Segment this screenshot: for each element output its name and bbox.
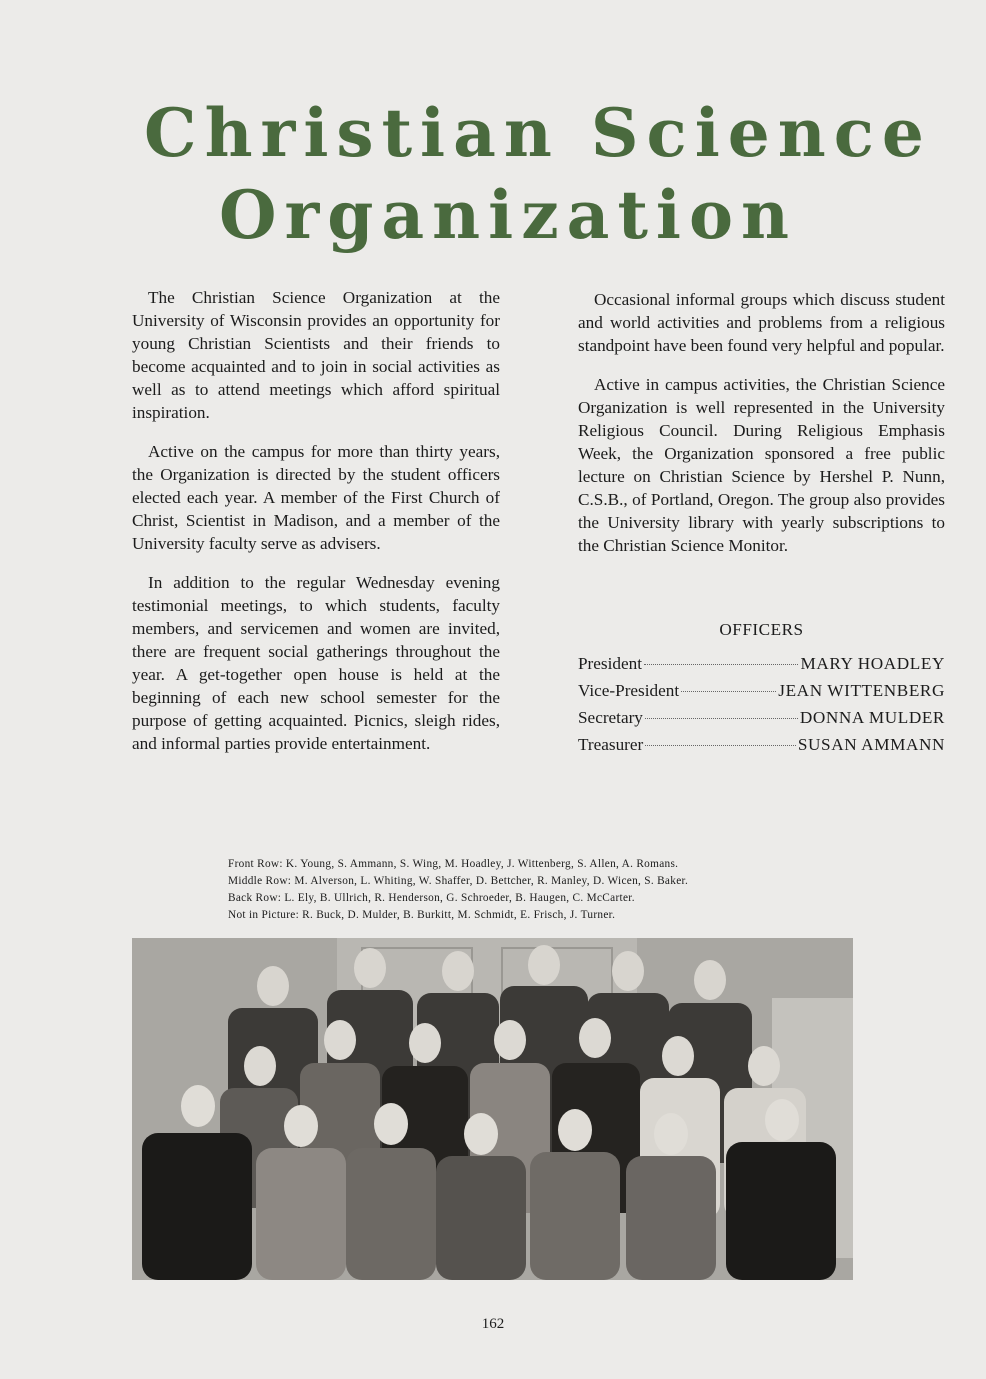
paragraph: Active in campus activities, the Christian Science Organization is well represented in the University Religious Council. During Religious Emphasis Week, the Organization sponsored a free public lecture on Christian Science by Hershel P. Nunn, C.S.B., of Portland, Oregon. The group also provides the University library with yearly subscriptions to the Christian Science Monitor. bbox=[578, 375, 945, 555]
dot-leader bbox=[644, 664, 798, 665]
group-photo bbox=[132, 938, 853, 1280]
officer-row bbox=[578, 654, 945, 681]
dot-leader bbox=[681, 691, 776, 692]
left-column bbox=[132, 286, 500, 771]
title-line-2: Organization bbox=[218, 176, 798, 254]
caption-line: Front Row: K. Young, S. Ammann, S. Wing, M. Hoadley, J. Wittenberg, S. Allen, A. Romans. bbox=[228, 858, 679, 870]
page-title bbox=[0, 92, 986, 256]
title-line-1: Christian Science bbox=[144, 94, 932, 172]
dot-leader bbox=[645, 718, 798, 719]
caption-line: Middle Row: M. Alverson, L. Whiting, W. Shaffer, D. Bettcher, R. Manley, D. Wicen, S. Baker. bbox=[228, 875, 689, 887]
officer-role: Treasurer bbox=[578, 735, 644, 754]
paragraph: Occasional informal groups which discuss student and world activities and problems from a religious standpoint have been found very helpful and popular. bbox=[578, 290, 945, 355]
officers-list bbox=[578, 620, 945, 762]
caption-line: Back Row: L. Ely, B. Ullrich, R. Henderson, G. Schroeder, B. Haugen, C. McCarter. bbox=[228, 892, 635, 904]
officer-role: Vice-President bbox=[578, 681, 680, 700]
officer-name: SUSAN AMMANN bbox=[797, 735, 945, 754]
dot-leader bbox=[645, 745, 796, 746]
photo-caption bbox=[228, 856, 788, 924]
right-column bbox=[578, 288, 945, 573]
officer-role: President bbox=[578, 654, 642, 673]
group-photo-illustration bbox=[132, 938, 853, 1280]
officer-row bbox=[578, 681, 945, 708]
officer-name: DONNA MULDER bbox=[799, 708, 945, 727]
officer-row bbox=[578, 708, 945, 735]
caption-line: Not in Picture: R. Buck, D. Mulder, B. Burkitt, M. Schmidt, E. Frisch, J. Turner. bbox=[228, 909, 616, 921]
paragraph: The Christian Science Organization at the University of Wisconsin provides an opportunity for young Christian Scientists and their friends to become acquainted and to join in social activities as well as to attend meetings which afford spiritual inspiration. bbox=[132, 288, 500, 422]
officer-row bbox=[578, 735, 945, 762]
paragraph: In addition to the regular Wednesday evening testimonial meetings, to which students, faculty members, and servicemen and women are invited, there are frequent social gatherings throughout the year. A get-together open house is held at the beginning of each new school semester for the purpose of getting acquainted. Picnics, sleigh rides, and informal parties provide entertainment. bbox=[132, 573, 500, 753]
page-number: 162 bbox=[481, 1316, 505, 1332]
officer-name: MARY HOADLEY bbox=[800, 654, 945, 673]
officers-heading: OFFICERS bbox=[719, 620, 804, 639]
paragraph: Active on the campus for more than thirty years, the Organization is directed by the student officers elected each year. A member of the First Church of Christ, Scientist in Madison, and a member of the University faculty serve as advisers. bbox=[132, 442, 500, 553]
officer-name: JEAN WITTENBERG bbox=[778, 681, 945, 700]
officer-role: Secretary bbox=[578, 708, 643, 727]
